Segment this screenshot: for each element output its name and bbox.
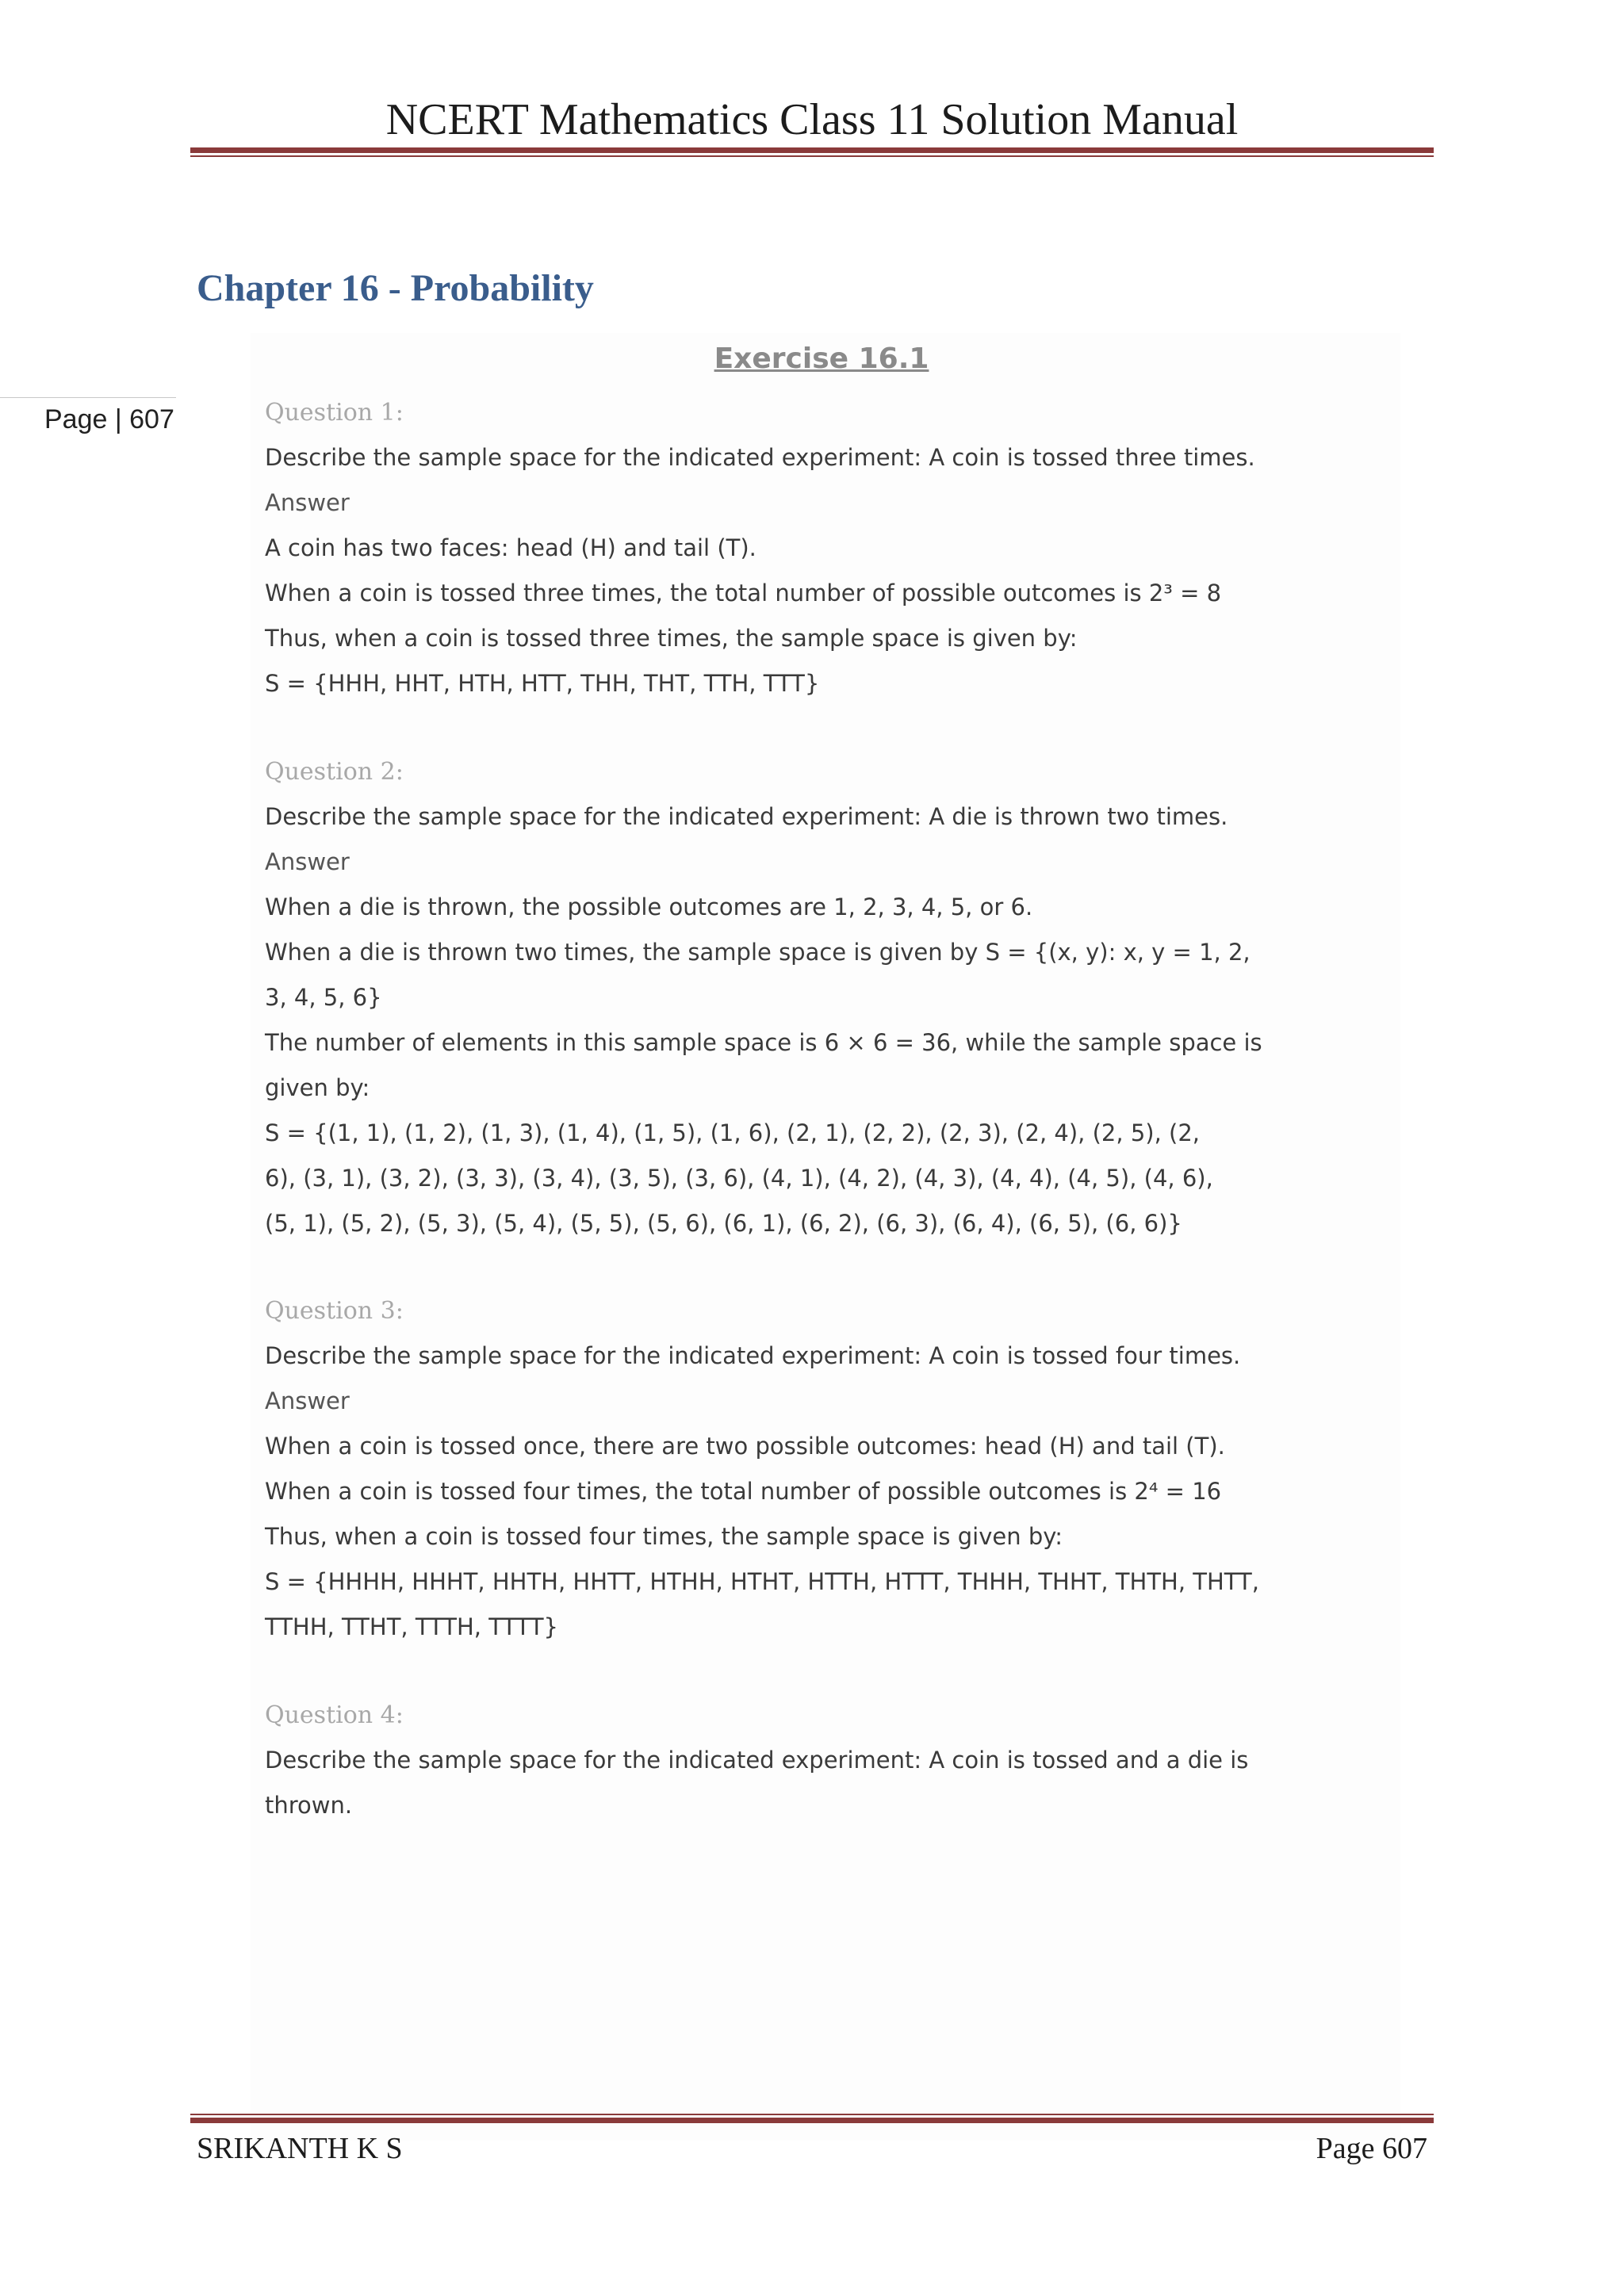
exercise-title: Exercise 16.1 <box>714 342 929 375</box>
side-page-tab-line <box>0 397 176 398</box>
answer-line: When a die is thrown two times, the sample space is given by S = {(x, y): x, y = 1, 2, <box>265 939 1251 966</box>
question-text: Describe the sample space for the indicated experiment: A coin is tossed three times. <box>265 444 1255 471</box>
question-text: thrown. <box>265 1792 353 1819</box>
question-block <box>265 749 1391 1246</box>
answer-line: When a coin is tossed three times, the total number of possible outcomes is 2³ = 8 <box>265 580 1222 607</box>
question-heading: Question 3: <box>265 1297 404 1325</box>
footer-page-number: Page 607 <box>1316 2132 1427 2165</box>
answer-line: A coin has two faces: head (H) and tail (T). <box>265 534 756 561</box>
answer-line: Thus, when a coin is tossed four times, the sample space is given by: <box>265 1523 1063 1550</box>
answer-line: The number of elements in this sample space is 6 × 6 = 36, while the sample space is <box>265 1029 1262 1056</box>
chapter-title: Chapter 16 - Probability <box>197 267 594 309</box>
answer-label: Answer <box>265 1387 350 1414</box>
question-text: Describe the sample space for the indicated experiment: A coin is tossed and a die is <box>265 1747 1249 1774</box>
question-text: Describe the sample space for the indicated experiment: A die is thrown two times. <box>265 803 1228 830</box>
answer-label: Answer <box>265 848 350 875</box>
footer-author: SRIKANTH K S <box>197 2132 403 2165</box>
answer-line: When a die is thrown, the possible outcomes are 1, 2, 3, 4, 5, or 6. <box>265 894 1033 920</box>
question-heading: Question 4: <box>265 1701 404 1729</box>
answer-line: When a coin is tossed once, there are two possible outcomes: head (H) and tail (T). <box>265 1433 1225 1460</box>
answer-line: 6), (3, 1), (3, 2), (3, 3), (3, 4), (3, 5), (3, 6), (4, 1), (4, 2), (4, 3), (4, 4), (4, 5), (4, 6), <box>265 1165 1213 1192</box>
answer-line: given by: <box>265 1074 370 1101</box>
question-heading: Question 2: <box>265 758 404 786</box>
answer-line: When a coin is tossed four times, the total number of possible outcomes is 2⁴ = 16 <box>265 1478 1222 1505</box>
answer-line: (5, 1), (5, 2), (5, 3), (5, 4), (5, 5), (5, 6), (6, 1), (6, 2), (6, 3), (6, 4), (6, 5), (6, 6)} <box>265 1210 1182 1237</box>
question-heading: Question 1: <box>265 399 404 427</box>
answer-label: Answer <box>265 489 350 516</box>
answer-line: TTHH, TTHT, TTTH, TTTT} <box>265 1613 558 1640</box>
question-text: Describe the sample space for the indicated experiment: A coin is tossed four times. <box>265 1342 1241 1369</box>
header-rule <box>190 147 1434 157</box>
answer-line: Thus, when a coin is tossed three times, the sample space is given by: <box>265 625 1078 652</box>
footer-rule <box>190 2114 1434 2123</box>
question-block <box>265 1288 1391 1650</box>
answer-line: S = {HHH, HHT, HTH, HTT, THH, THT, TTH, TTT} <box>265 670 820 697</box>
page-header-title: NCERT Mathematics Class 11 Solution Manual <box>385 95 1239 144</box>
question-block <box>265 1693 1391 1828</box>
answer-line: S = {(1, 1), (1, 2), (1, 3), (1, 4), (1, 5), (1, 6), (2, 1), (2, 2), (2, 3), (2, 4), (2, 5), (2, <box>265 1119 1201 1146</box>
side-page-tab: Page | 607 <box>44 404 174 434</box>
scanned-exercise-image <box>251 333 1400 2141</box>
answer-line: 3, 4, 5, 6} <box>265 984 382 1011</box>
question-block <box>265 390 1391 706</box>
answer-line: S = {HHHH, HHHT, HHTH, HHTT, HTHH, HTHT, HTTH, HTTT, THHH, THHT, THTH, THTT, <box>265 1568 1259 1595</box>
